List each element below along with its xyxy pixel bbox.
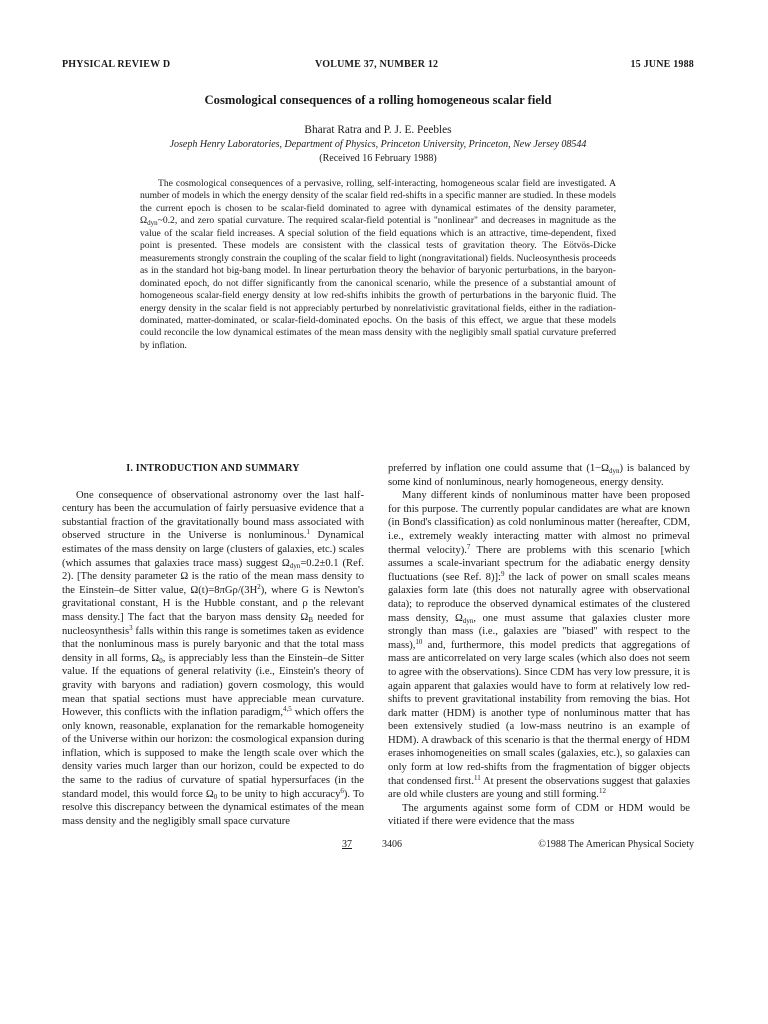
- author-affiliation: Joseph Henry Laboratories, Department of Physics, Princeton University, Princeton, New Jersey 08544: [169, 139, 587, 150]
- abstract: The cosmological consequences of a pervasive, rolling, self-interacting, homogeneous scalar field are investigated. A number of models in which the energy density of the scalar field red-shifts in a specific manner are studied. In these models the current epoch is chosen to be scalar-field dominated to agree with dynamical estimates of the density parameter, $\Omega_{dyn}\sim 0.2$, and zero spatial curvature. The required scalar-field potential is "nonlinear" and decreases in magnitude as the value of the scalar field increases. A special solution of the field equations which is an attractive, time-dependent, fixed point is presented. These models are consistent with the classical tests of gravitation theory. The Eötvös-Dicke measurements strongly constrain the coupling of the scalar field to light (nongravitational) fields. Nucleosynthesis proceeds as in the standard hot big-bang model. In linear perturbation theory the behavior of baryonic perturbations, in the baryon-dominated epoch, do not differ significantly from the canonical scenario, while the presence of a substantial amount of homogeneous scalar-field energy density at low red-shifts inhibits the growth of perturbations in the baryonic fluid. The energy density in the scalar field is not appreciably perturbed by nonrelativistic gravitational fields, either in the radiation-dominated, matter-dominated, or scalar-field-dominated epochs. On the basis of this effect, we argue that these models could reconcile the low dynamical estimates of the mean mass density with the negligibly small spatial curvature preferred by inflation.: [140, 178, 616, 351]
- paragraph: One consequence of observational astronomy over the last half-century has been the accumulation of fairly persuasive evidence that a substantial fraction of the gravitationally bound mass associated with observed structure in the Universe is nonluminous.$^1$ Dynamical estimates of the mass density on large (clusters of galaxies, etc.) scales (which assumes that galaxies trace mass) suggest $\Omega_{dyn}=0.2\pm 0.1$ (Ref. 2). [The density parameter Ω is the ratio of the mean mass density to the Einstein–de Sitter value, $\Omega(t)=8\pi G\rho/(3H^2)$, where G is Newton's gravitational constant, H is the Hubble constant, and ρ the relevant mass density.] The fact that the baryon mass density $\Omega_B$ needed for nucleosynthesis$^3$ falls within this range is sometimes taken as evidence that the nonluminous mass is purely baryonic and that the total mass density in all forms, $\Omega_0$, is appreciably less than the Einstein–de Sitter value. If the equations of general relativity (i.e., Einstein's theory of gravity with baryons and radiation) govern cosmology, this would mean that spatial sections must have appreciable mean curvature. However, this conflicts with the inflation paradigm,$^{4,5}$ which offers the only known, reasonable, explanation for the remarkable homogeneity of the Universe within our horizon: the cosmological expansion during inflation, which is supposed to make the length scale over which the density varies much larger than our horizon, could be expected to do the same to the radius of curvature of spatial hypersurfaces (in the standard model, this would force $\Omega_0$ to be unity to high accuracy$^6$). To resolve this discrepancy between the dynamical estimates of the mean mass density and the negligibly small space curvature: [62, 489, 365, 827]
- volume-number: VOLUME 37, NUMBER 12: [315, 59, 439, 70]
- article-authors: Bharat Ratra and P. J. E. Peebles: [304, 124, 452, 136]
- page-number: 3406: [382, 839, 402, 850]
- left-column: [62, 462, 364, 828]
- copyright: ©1988 The American Physical Society: [538, 839, 694, 850]
- running-head: [62, 59, 694, 73]
- received-date: (Received 16 February 1988): [319, 153, 437, 164]
- paragraph: preferred by inflation one could assume that $(1-\Omega_{dyn})$ is balanced by some kind of nonluminous, nearly homogeneous, energy density.: [388, 463, 690, 488]
- section-heading: I. INTRODUCTION AND SUMMARY: [126, 463, 300, 474]
- issue-date: 15 JUNE 1988: [630, 59, 694, 70]
- paragraph: Many different kinds of nonluminous matter have been proposed for this purpose. The currently popular candidates are what are known (in Bond's classification) as cold nonluminous matter (hereafter, CDM, i.e., extremely weakly interacting matter with almost no primeval thermal velocity).$^7$ There are problems with this scenario [which assumes a scale-invariant spectrum for the adiabatic energy density fluctuations (see Ref. 8)]:$^9$ the lack of power on small scales means galaxies form late (this does not naturally agree with observational data); to reproduce the observed dynamical estimates of the clustered mass density, $\Omega_{dyn}$, one must assume that galaxies cluster more strongly than mass (i.e., galaxies are "biased" with respect to the mass),$^{10}$ and, furthermore, this model predicts that aggregations of mass are anticorrelated on very large scales (which also does not seem to agree with the observations). Since CDM has very low pressure, it is again apparent that galaxies would have to form at relatively low red-shifts to prevent gravitational instability from removing the bias. Hot dark matter (HDM) is another type of nonluminous matter that has been extensively studied (a low-mass neutrino is an example of HDM). A drawback of this scenario is that the thermal energy of HDM erases inhomogeneities on small scales (galaxies, etc.), so galaxies can only form at low red-shifts from the fragmentation of bigger objects that condensed first.$^{11}$ At present the observations suggest that galaxies are old while clusters are young and still forming.$^{12}$: [388, 490, 691, 801]
- right-column: [388, 462, 690, 829]
- journal-name: PHYSICAL REVIEW D: [62, 59, 171, 70]
- paragraph: The arguments against some form of CDM or HDM would be vitiated if there were evidence that the mass: [388, 802, 690, 828]
- article-title: Cosmological consequences of a rolling homogeneous scalar field: [204, 93, 552, 107]
- footer-volume: 37: [342, 839, 352, 850]
- page-footer: [342, 839, 694, 855]
